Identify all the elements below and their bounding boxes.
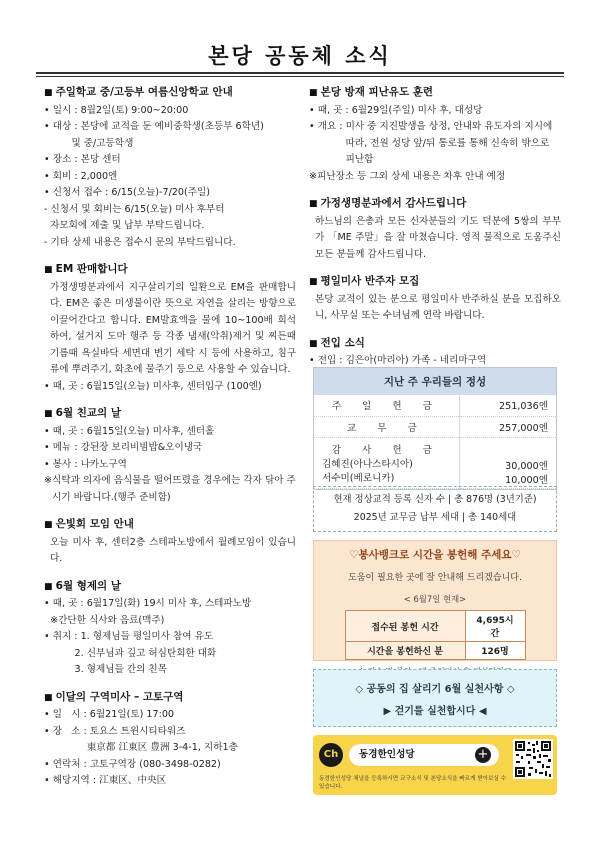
channel-banner[interactable]: [313, 735, 557, 795]
thanks-offering-value: 10,000엔: [505, 474, 548, 486]
page-title-wrap: [0, 40, 600, 70]
section-heading: ■ EM 판매합니다: [44, 261, 296, 279]
volunteer-date: < 6월7일 현재>: [403, 594, 467, 604]
list-item: ※ 피난장소 등 그외 상세 내용은 차후 안내 예정: [309, 170, 506, 182]
thanks-offering-values: [459, 437, 556, 488]
left-column: [44, 84, 296, 800]
thanks-offering-value: 30,000엔: [505, 460, 548, 472]
offering-value: 257,000엔: [459, 416, 556, 437]
offering-title: 지난 주 우리들의 정성: [314, 368, 556, 395]
thanks-offering-name: 김혜진(아나스타시아): [322, 458, 413, 470]
list-item: • 해당지역 : 江東区、中央区: [44, 775, 167, 786]
thanks-offering-name: 서수미(베로니카): [322, 472, 395, 484]
list-item: • 때, 곳 : 6월15일(오늘) 미사후, 센터입구 (100엔): [44, 380, 262, 392]
title-divider-thin: [36, 76, 564, 77]
table-row: [314, 437, 556, 488]
list-item: 2. 신부님과 깊고 허심탄회한 대화: [74, 647, 217, 659]
section-heading: ■ 전입 소식: [309, 335, 561, 353]
earth-action-box: [313, 669, 557, 727]
list-item: - 신청서 및 회비는 6/15(오늘) 미사 후부터: [44, 203, 225, 215]
plus-icon[interactable]: +: [475, 747, 491, 763]
section-paragraph: 본당 교적이 있는 분으로 평일미사 반주하실 분을 모집하오니, 사무실 또는 수녀님께 연락 바랍니다.: [315, 293, 561, 321]
action-item: ▶ 걷기를 실천합시다 ◀: [383, 706, 487, 717]
table-row: [314, 395, 556, 416]
thanks-offering-title: 감 사 헌 금: [331, 444, 441, 456]
list-item: • 때, 곳 : 6월17일(화) 19시 미사 후, 스테파노방: [44, 598, 252, 609]
organist-recruit-section: [309, 273, 561, 325]
list-item: ※ 식탁과 의자에 음식물을 떨어뜨렸을 경우에는 각자 닦아 주시기 바랍니다.(행주 준비함): [44, 475, 296, 503]
transfer-in-section: [309, 335, 561, 370]
list-item: • 전입 : 김은아(마리아) 가족 - 네리마구역: [309, 355, 487, 366]
section-paragraph: 오늘 미사 후, 센터2층 스테파노방에서 월례모임이 있습니다.: [50, 536, 296, 564]
offering-value: 251,036엔: [459, 395, 556, 416]
section-heading: ■ 평일미사 반주자 모집: [309, 273, 561, 291]
volunteer-label: 접수된 봉헌 시간: [345, 611, 465, 642]
qr-code-icon[interactable]: [513, 739, 553, 779]
volunteer-bank-box: [313, 540, 557, 661]
disaster-drill-section: [309, 84, 561, 185]
registry-box: [313, 486, 557, 532]
district-mass-section: [44, 689, 296, 790]
list-item: • 일 시 : 6월21일(토) 17:00: [44, 709, 175, 720]
fellowship-day-section: [44, 405, 296, 506]
list-item: - 기타 상세 내용은 접수시 문의 부탁드립니다.: [44, 236, 236, 248]
thanks-section: [309, 195, 561, 263]
channel-name: 동경한인성당: [349, 744, 499, 766]
em-sale-section: [44, 261, 296, 395]
page-title: 본당 공동체 소식: [208, 44, 392, 68]
list-item: • 연락처 : 고토구역장 (080-3498-0282): [44, 758, 221, 770]
list-item: • 때, 곳 : 6월15일(오늘) 미사후, 센터홀: [44, 425, 215, 437]
list-item: • 개요 : 미사 중 지진발생을 상정, 안내와 유도자의 지시에 따라, 전원 성당 앞/뒤 통로를 통해 신속히 밖으로 피난함: [309, 121, 553, 165]
registry-line: 2025년 교무금 납부 세대 | 총 140세대: [353, 512, 517, 523]
summer-school-section: [44, 84, 296, 251]
table-row: [345, 642, 525, 660]
section-heading: ■ 6월 친교의 날: [44, 405, 296, 423]
volunteer-title: ♡봉사뱅크로 시간을 봉헌해 주세요♡: [349, 549, 521, 561]
list-item: • 봉사 : 나카노구역: [44, 458, 127, 470]
list-item: ※ 간단한 식사와 음료(맥주): [44, 614, 165, 626]
silver-club-section: [44, 516, 296, 568]
list-item: • 신청서 접수 : 6/15(오늘)-7/20(주일): [44, 187, 211, 198]
list-item: 자모회에 제출 및 납부 부탁드립니다.: [50, 220, 205, 231]
table-row: [314, 416, 556, 437]
list-item: • 회비 : 2,000엔: [44, 170, 118, 182]
volunteer-desc: 도움이 필요한 곳에 잘 안내해 드리겠습니다.: [348, 573, 522, 583]
section-heading: ■ 본당 방재 피난유도 훈련: [309, 84, 561, 102]
list-item: • 취지 : 1. 형제님들 평일미사 참여 유도: [44, 631, 214, 642]
right-column: [309, 84, 561, 380]
brothers-day-section: [44, 578, 296, 679]
offering-box: [313, 367, 557, 490]
list-item: • 때, 곳 : 6월29일(주일) 미사 후, 대성당: [309, 104, 483, 116]
registry-line: 현재 정상교적 등록 신자 수 | 총 876명 (3년기준): [333, 494, 537, 505]
list-item: 東京都 江東区 豊洲 3-4-1, 지하1층: [86, 742, 238, 753]
offering-label: 교 무 금: [314, 416, 459, 437]
list-item: • 메뉴 : 강된장 보리비빔밥&오이냉국: [44, 442, 203, 453]
section-paragraph: 하느님의 은총과 모든 신자분들의 기도 덕분에 5쌍의 부부가 「ME 주말」을 잘 마쳤습니다. 영적 물적으로 도움주신 모든 분들께 감사드립니다.: [315, 215, 561, 260]
list-item: 및 중/고등학생: [71, 137, 134, 149]
volunteer-table: [345, 610, 526, 660]
section-heading: ■ 은빛회 모임 안내: [44, 516, 296, 534]
section-paragraph: 가정생명분과에서 지구살리기의 일환으로 EM을 판매합니다. EM은 좋은 미생물이란 뜻으로 자연을 살리는 방향으로 이끌어간다고 합니다. EM발효액을 물에 10~100배 희석하여, 설거지 도마 행주 등 각종 냄새(악취)제거 및 찌든때 기름때 욕실바닥 세면대 변기 세탁 시 등에 사용하고, 침구류에 뿌려주기, 화초에 물주기 등으로 사용할 수 있습니다.: [50, 281, 296, 375]
list-item: • 일시 : 8월2일(토) 9:00~20:00: [44, 104, 189, 116]
list-item: • 장소 : 본당 센터: [44, 154, 121, 165]
volunteer-label: 시간을 봉헌하신 분: [345, 642, 465, 660]
table-row: [345, 611, 525, 642]
title-divider: [36, 72, 564, 74]
channel-description: 동경한인성당 채널을 등록하시면 교구소식 및 본당소식을 빠르게 받아보실 수 있습니다.: [319, 776, 507, 790]
volunteer-value: 4,695시간: [465, 611, 525, 642]
section-heading: ■ 주일학교 중/고등부 여름신앙학교 안내: [44, 84, 296, 102]
section-heading: ■ 이달의 구역미사 – 고토구역: [44, 689, 296, 707]
volunteer-value: 126명: [465, 642, 525, 660]
list-item: 3. 형제님들 간의 친목: [74, 664, 167, 675]
list-item: • 대상 : 본당에 교적을 둔 예비중학생(초등부 6학년): [44, 121, 264, 132]
section-heading: ■ 6월 형제의 날: [44, 578, 296, 596]
offering-label: 주 일 헌 금: [314, 395, 459, 416]
section-heading: ■ 가정생명분과에서 감사드립니다: [309, 195, 561, 213]
channel-logo-icon: Ch: [319, 743, 343, 767]
list-item: • 장 소 : 토요스 트윈시티타워즈: [44, 725, 186, 737]
action-title: ◇ 공동의 집 살리기 6월 실천사항 ◇: [355, 684, 515, 695]
thanks-offering-label: [314, 437, 459, 488]
offering-table: [314, 395, 556, 489]
